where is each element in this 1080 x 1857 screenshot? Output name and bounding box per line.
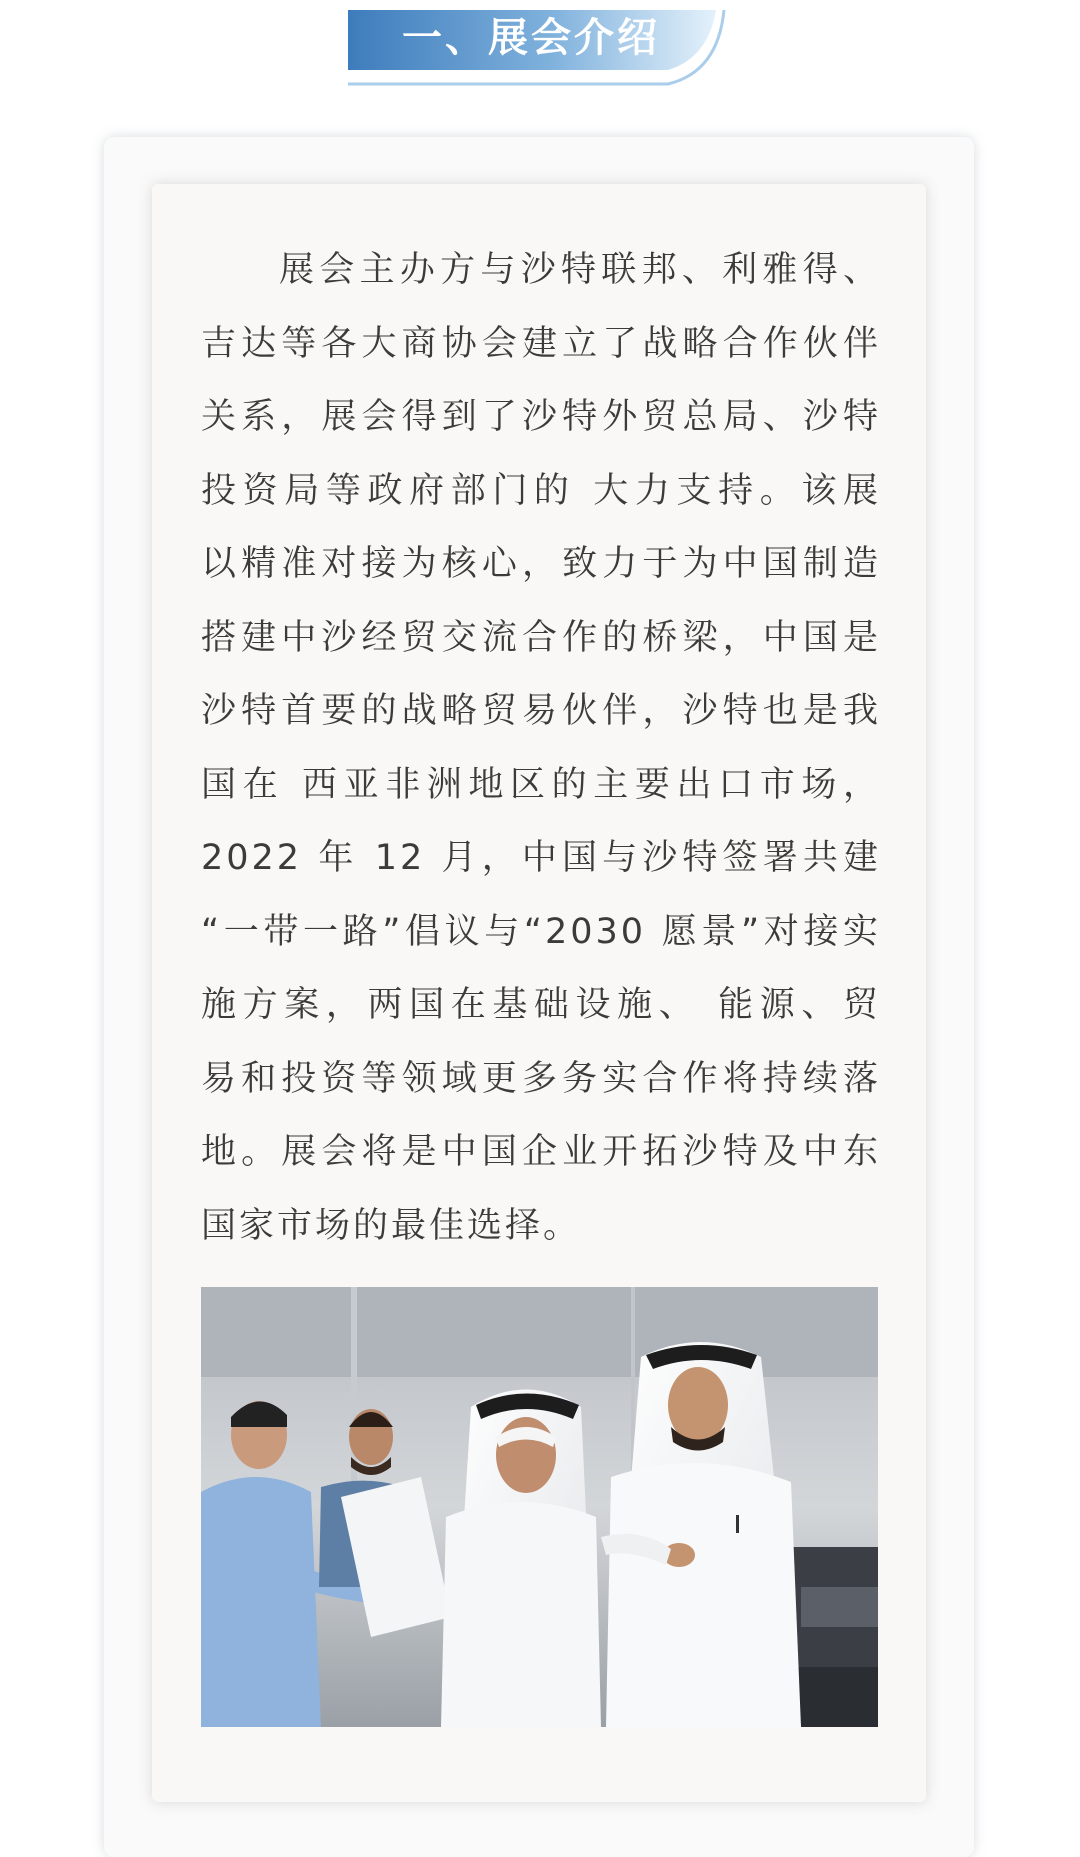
exhibition-meeting-photo [201,1287,878,1727]
article-line: 国家市场的最佳选择。 [201,1205,582,1246]
article-line: 搭建中沙经贸交流合作的桥梁，中国是 [201,617,881,658]
article-line: 展会主办方与沙特联邦、利雅得、 [279,250,881,290]
section-title: 一、展会介绍 [402,15,660,61]
article-line: 易和投资等领域更多务实合作将持续落 [201,1058,881,1099]
article-line: 国在 西亚非洲地区的主要出口市场， [201,764,881,805]
article-paragraph [201,234,881,1263]
article-line: “一带一路”倡议与“2030 愿景”对接实 [201,911,881,952]
article-line: 沙特首要的战略贸易伙伴，沙特也是我 [201,691,881,731]
article-line: 施方案，两国在基础设施、 能源、贸 [201,985,881,1025]
section-header-banner [346,0,731,86]
article-line: 吉达等各大商协会建立了战略合作伙伴 [201,323,881,364]
article-line: 以精准对接为核心，致力于为中国制造 [201,544,881,584]
article-line: 关系，展会得到了沙特外贸总局、沙特 [201,397,881,437]
article-line: 地。展会将是中国企业开拓沙特及中东 [201,1132,881,1172]
article-line: 2022 年 12 月，中国与沙特签署共建 [201,838,881,878]
article-line: 投资局等政府部门的 大力支持。该展 [201,470,881,511]
